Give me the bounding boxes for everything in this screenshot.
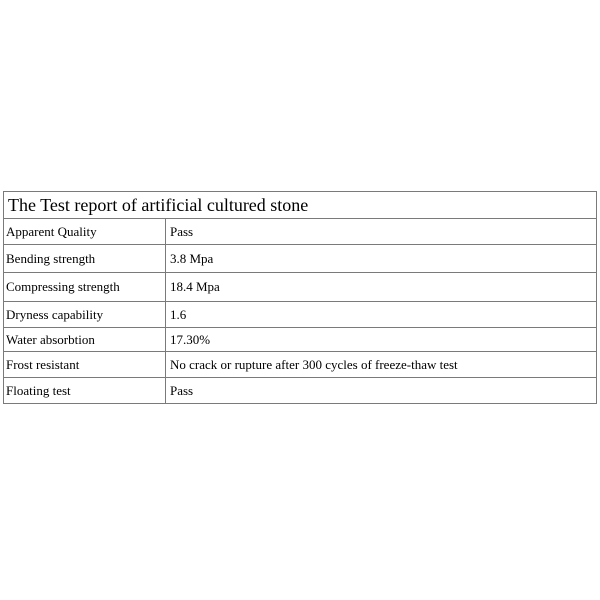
row-label: Compressing strength bbox=[4, 272, 166, 301]
table-row bbox=[4, 219, 596, 244]
table-row bbox=[4, 327, 596, 351]
row-value: 1.6 bbox=[166, 301, 597, 327]
row-value: 17.30% bbox=[166, 327, 597, 351]
row-label: Bending strength bbox=[4, 244, 166, 272]
table-row bbox=[4, 244, 596, 272]
table-row bbox=[4, 272, 596, 301]
report-data-table bbox=[4, 219, 596, 403]
row-label: Water absorbtion bbox=[4, 327, 166, 351]
row-value: No crack or rupture after 300 cycles of freeze-thaw test bbox=[166, 351, 597, 377]
report-title: The Test report of artificial cultured stone bbox=[8, 195, 309, 215]
row-label: Frost resistant bbox=[4, 351, 166, 377]
row-value: 18.4 Mpa bbox=[166, 272, 597, 301]
row-value: Pass bbox=[170, 382, 194, 398]
row-value: 3.8 Mpa bbox=[166, 244, 597, 272]
test-report-table bbox=[3, 191, 597, 404]
table-row bbox=[4, 351, 596, 377]
row-label: Floating test bbox=[4, 377, 166, 403]
row-label: Dryness capability bbox=[4, 301, 166, 327]
table-row bbox=[4, 301, 596, 327]
row-label: Apparent Quality bbox=[4, 219, 166, 244]
report-title-row bbox=[4, 192, 596, 219]
table-row bbox=[4, 377, 596, 403]
row-value: Pass bbox=[166, 219, 597, 244]
